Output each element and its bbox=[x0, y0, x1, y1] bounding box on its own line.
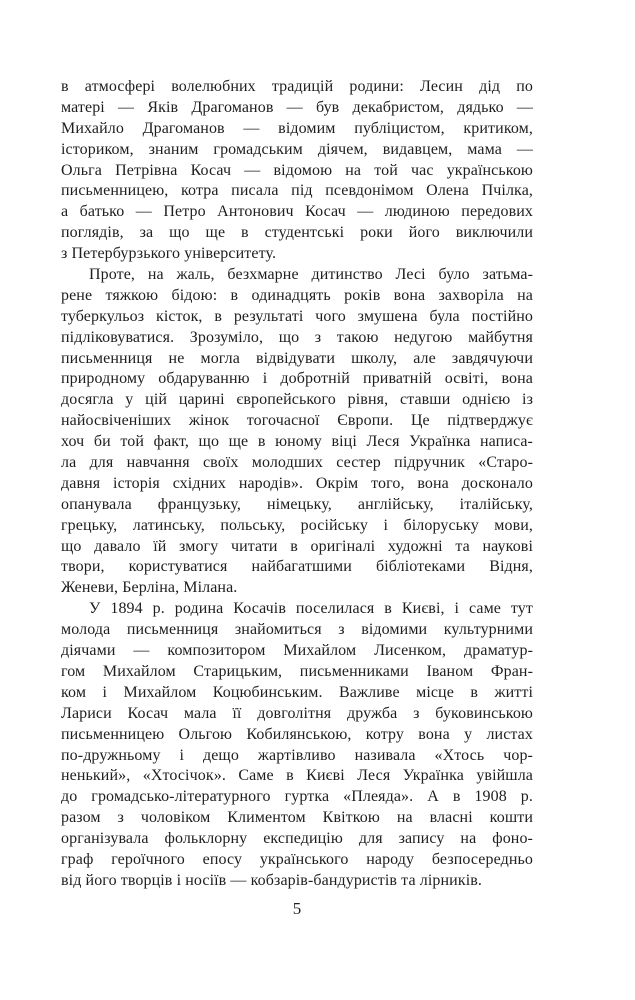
text-line: підліковуватися. Зрозуміло, що з такою недугою майбутня bbox=[61, 328, 533, 346]
page-body bbox=[61, 77, 533, 892]
text-line: що давало їй змогу читати в оригіналі художні та наукові bbox=[61, 537, 533, 555]
text-line: опанувала французьку, німецьку, англійську, італійську, bbox=[61, 495, 533, 513]
text-line: Проте, на жаль, безхмарне дитинство Лесі було затьма- bbox=[89, 266, 533, 284]
text-line: найосвіченіших жінок тогочасної Європи. Це підтверджує bbox=[61, 412, 533, 430]
text-line: разом з чоловіком Климентом Квіткою на власні кошти bbox=[61, 809, 533, 827]
text-line: письменниця не могла відвідувати школу, але завдячуючи bbox=[61, 349, 533, 367]
text-line: істориком, знаним громадським діячем, видавцем, мама — bbox=[61, 140, 533, 158]
text-line: грецьку, латинську, польську, російську і білоруську мови, bbox=[61, 516, 533, 534]
text-line: досягла у цій царині європейського рівня, ставши однією із bbox=[61, 391, 533, 409]
text-line: ла для навчання своїх молодших сестер підручник «Старо- bbox=[61, 454, 533, 472]
text-line: Женеви, Берліна, Мілана. bbox=[61, 579, 238, 597]
text-line: Михайло Драгоманов — відомим публіцистом, критиком, bbox=[61, 119, 533, 137]
text-line: хоч би той факт, що ще в юному віці Леся Українка написа- bbox=[61, 433, 533, 451]
text-line: діячами — композитором Михайлом Лисенком, драматур- bbox=[61, 642, 533, 660]
text-line: рене тяжкою бідою: в одинадцять років вона захворіла на bbox=[61, 286, 533, 304]
text-line: письменницею Ольгою Кобилянською, котру вона у листах bbox=[61, 725, 533, 743]
text-line: твори, користуватися найбагатшими бібліотеками Відня, bbox=[61, 558, 533, 576]
text-line: природному обдаруванню і добротній приватній освіті, вона bbox=[61, 370, 533, 388]
text-line: поглядів, за що ще в студентські роки його виключили bbox=[61, 224, 533, 242]
text-line: організувала фольклорну експедицію для запису на фоно- bbox=[61, 830, 533, 848]
text-line: матері — Яків Драгоманов — був декабристом, дядько — bbox=[61, 98, 533, 116]
text-line: гом Михайлом Старицьким, письменниками Іваном Фран- bbox=[61, 662, 533, 680]
text-line: по-дружньому і дещо жартівливо називала «Хтось чор- bbox=[61, 746, 533, 764]
text-line: У 1894 р. родина Косачів поселилася в Києві, і саме тут bbox=[89, 600, 533, 618]
text-line: Ольга Петрівна Косач — відомою на той час українською bbox=[61, 161, 533, 179]
text-line: з Петербурзького університету. bbox=[61, 245, 277, 263]
text-line: граф героїчного епосу українського народу безпосередньо bbox=[61, 850, 533, 868]
text-line: ком і Михайлом Коцюбинським. Важливе місце в житті bbox=[61, 683, 533, 701]
paragraph bbox=[61, 77, 533, 265]
text-line: до громадсько-літературного гуртка «Плеяда». А в 1908 р. bbox=[61, 788, 533, 806]
text-line: ненький», «Хтосічок». Саме в Києві Леся Українка увійшла bbox=[61, 767, 533, 785]
text-line: а батько — Петро Антонович Косач — людиною передових bbox=[61, 203, 533, 221]
paragraph bbox=[61, 265, 533, 599]
paragraph bbox=[61, 599, 533, 891]
text-line: давня історія східних народів». Окрім того, вона досконало bbox=[61, 474, 533, 492]
text-line: туберкульоз кісток, в результаті чого змушена була постійно bbox=[61, 307, 533, 325]
page-number: 5 bbox=[292, 899, 302, 918]
text-line: письменницею, котра писала під псевдонімом Олена Пчілка, bbox=[61, 182, 533, 200]
text-line: в атмосфері волелюбних традицій родини: Лесин дід по bbox=[61, 78, 533, 95]
text-line: молода письменниця знайомиться з відомими культурними bbox=[61, 621, 533, 639]
text-line: Лариси Косач мала її довголітня дружба з буковинською bbox=[61, 704, 533, 722]
text-line: від його творців і носіїв — кобзарів-бандуристів та лірників. bbox=[61, 871, 482, 889]
